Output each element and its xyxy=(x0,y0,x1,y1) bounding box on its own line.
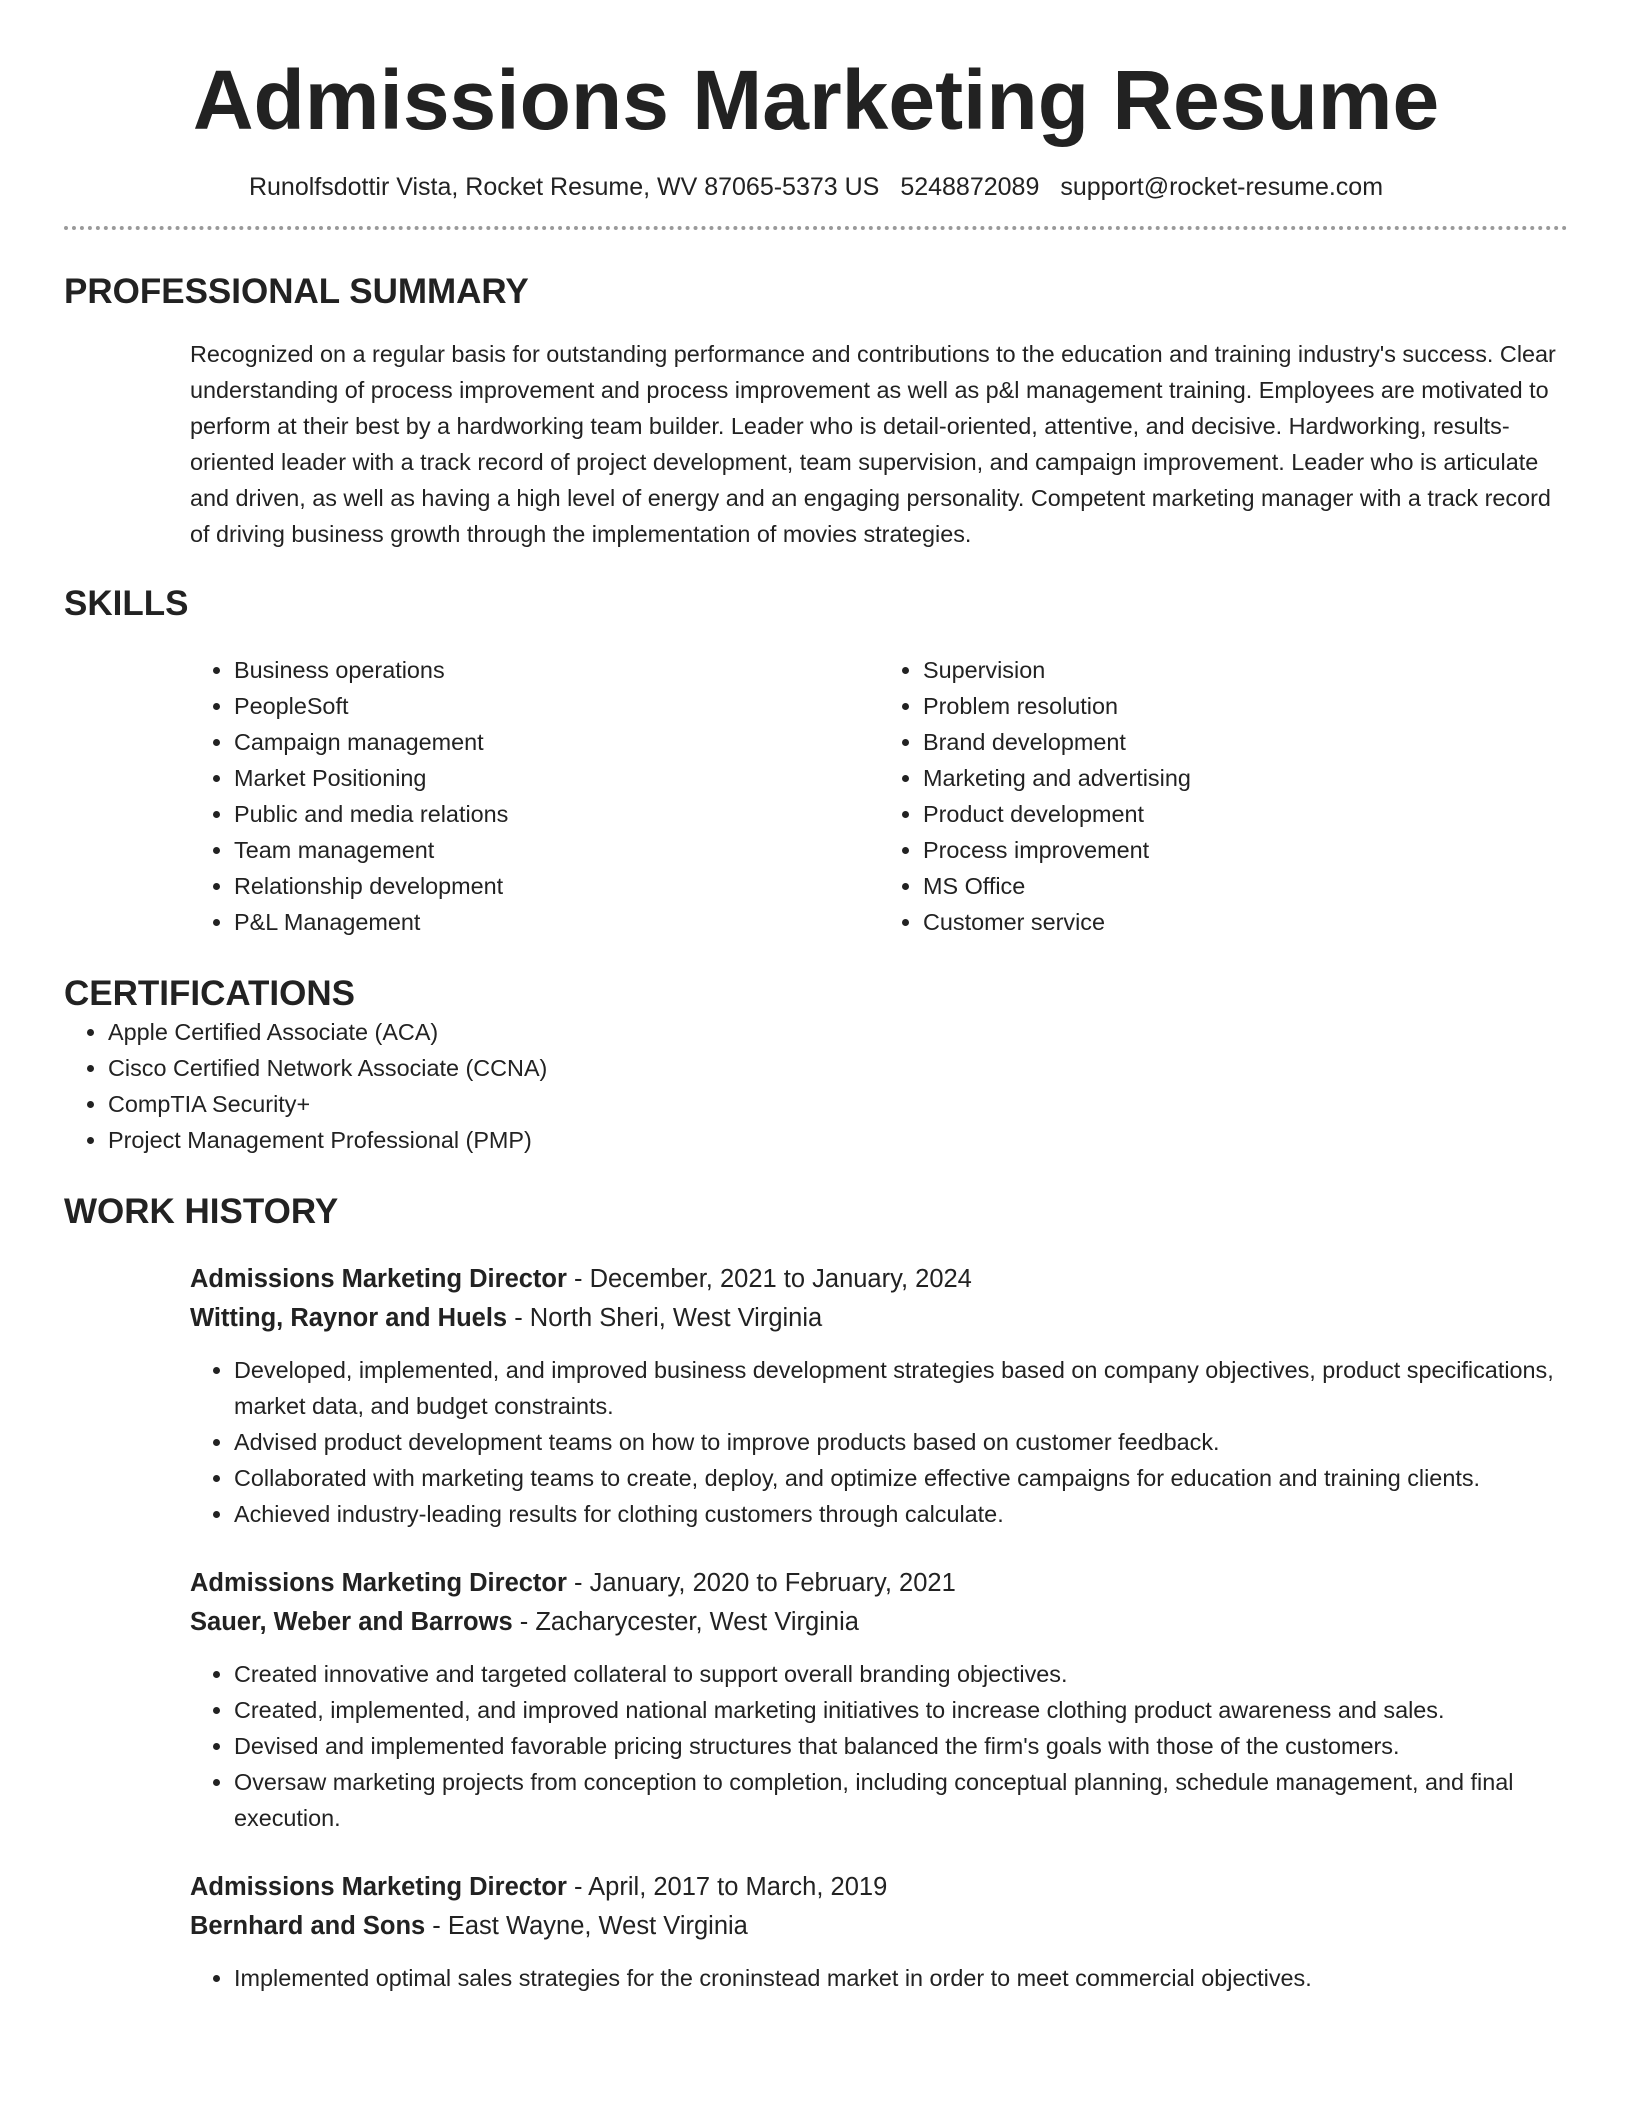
job-dates: - January, 2020 to February, 2021 xyxy=(566,1568,956,1597)
summary-heading: PROFESSIONAL SUMMARY xyxy=(64,271,529,311)
job-company: Sauer, Weber and Barrows xyxy=(190,1607,513,1636)
skill-item: • MS Office xyxy=(923,868,1568,904)
certifications-heading: CERTIFICATIONS xyxy=(64,973,356,1013)
work-history-section xyxy=(64,1192,1568,1996)
summary-text: Recognized on a regular basis for outstanding performance and contributions to the education and training industry's success. Clear understanding of process improvement and process improvement as well as p&l management training. Employees are motivated to perform at their best by a hardworking team builder. Leader who is detail-oriented, attentive, and decisive. Hardworking, results-oriented leader with a track record of project development, team supervision, and campaign improvement. Leader who is articulate and driven, as well as having a high level of energy and an engaging personality. Competent marketing manager with a track record of driving business growth through the implementation of movies strategies. xyxy=(190,340,1556,547)
contact-phone: 5248872089 xyxy=(900,172,1040,201)
work-history-heading: WORK HISTORY xyxy=(64,1191,339,1231)
skills-grid xyxy=(190,652,1568,940)
job-title: Admissions Marketing Director xyxy=(190,1872,567,1901)
job-title-line xyxy=(190,1868,1568,1907)
job-entry xyxy=(190,1868,1568,1996)
job-location: - Zacharycester, West Virginia xyxy=(512,1607,859,1636)
job-bullet: • Devised and implemented favorable pricing structures that balanced the firm's goals with those of the customers. xyxy=(234,1728,1568,1764)
certification-item: • CompTIA Security+ xyxy=(108,1086,1568,1122)
job-dates: - April, 2017 to March, 2019 xyxy=(566,1872,888,1901)
job-entry xyxy=(190,1260,1568,1532)
job-bullet: • Created, implemented, and improved national marketing initiatives to increase clothing product awareness and sales. xyxy=(234,1692,1568,1728)
job-title-line xyxy=(190,1564,1568,1603)
skill-item: • Problem resolution xyxy=(923,688,1568,724)
certification-item: • Project Management Professional (PMP) xyxy=(108,1122,1568,1158)
skill-item: • Market Positioning xyxy=(234,760,879,796)
job-bullet: • Achieved industry-leading results for clothing customers through calculate. xyxy=(234,1496,1568,1532)
certification-item: • Apple Certified Associate (ACA) xyxy=(108,1014,1568,1050)
job-company: Witting, Raynor and Huels xyxy=(190,1303,508,1332)
contact-line xyxy=(64,173,1568,202)
job-bullet: • Developed, implemented, and improved business development strategies based on company objectives, product specifications, market data, and budget constraints. xyxy=(234,1352,1568,1424)
skill-item: • Relationship development xyxy=(234,868,879,904)
skills-list-left xyxy=(190,652,879,940)
resume-title: Admissions Marketing Resume xyxy=(192,53,1440,147)
job-bullets xyxy=(190,1352,1568,1532)
skill-item: • Process improvement xyxy=(923,832,1568,868)
job-bullet: • Oversaw marketing projects from conception to completion, including conceptual planning, schedule management, and final execution. xyxy=(234,1764,1568,1836)
skill-item: • Public and media relations xyxy=(234,796,879,832)
job-location: - East Wayne, West Virginia xyxy=(425,1911,748,1940)
job-bullet: • Collaborated with marketing teams to create, deploy, and optimize effective campaigns for education and training clients. xyxy=(234,1460,1568,1496)
skill-item: • Customer service xyxy=(923,904,1568,940)
certifications-list xyxy=(64,1014,1568,1158)
job-title-line xyxy=(190,1260,1568,1299)
skill-item: • Campaign management xyxy=(234,724,879,760)
job-company: Bernhard and Sons xyxy=(190,1911,426,1940)
contact-email: support@rocket-resume.com xyxy=(1060,172,1384,201)
skill-item: • PeopleSoft xyxy=(234,688,879,724)
skill-item: • Team management xyxy=(234,832,879,868)
job-title: Admissions Marketing Director xyxy=(190,1568,567,1597)
skill-item: • Business operations xyxy=(234,652,879,688)
job-bullet: • Created innovative and targeted collateral to support overall branding objectives. xyxy=(234,1656,1568,1692)
skill-item: • Supervision xyxy=(923,652,1568,688)
job-company-line xyxy=(190,1907,1568,1946)
skills-section xyxy=(64,584,1568,940)
certifications-section xyxy=(64,974,1568,1158)
certification-item: • Cisco Certified Network Associate (CCNA) xyxy=(108,1050,1568,1086)
skill-item: • P&L Management xyxy=(234,904,879,940)
skill-item: • Marketing and advertising xyxy=(923,760,1568,796)
skills-heading: SKILLS xyxy=(64,583,189,623)
job-location: - North Sheri, West Virginia xyxy=(507,1303,823,1332)
job-bullet: • Advised product development teams on how to improve products based on customer feedback. xyxy=(234,1424,1568,1460)
job-bullets xyxy=(190,1960,1568,1996)
job-bullet: • Implemented optimal sales strategies for the croninstead market in order to meet commercial objectives. xyxy=(234,1960,1568,1996)
job-title: Admissions Marketing Director xyxy=(190,1264,567,1293)
summary-section xyxy=(64,272,1568,552)
job-bullets xyxy=(190,1656,1568,1836)
skills-list-right xyxy=(879,652,1568,940)
skill-item: • Product development xyxy=(923,796,1568,832)
job-company-line xyxy=(190,1603,1568,1642)
job-dates: - December, 2021 to January, 2024 xyxy=(566,1264,972,1293)
job-company-line xyxy=(190,1299,1568,1338)
header-divider xyxy=(64,226,1568,230)
job-entry xyxy=(190,1564,1568,1836)
skill-item: • Brand development xyxy=(923,724,1568,760)
contact-address: Runolfsdottir Vista, Rocket Resume, WV 87065-5373 US xyxy=(248,172,880,201)
